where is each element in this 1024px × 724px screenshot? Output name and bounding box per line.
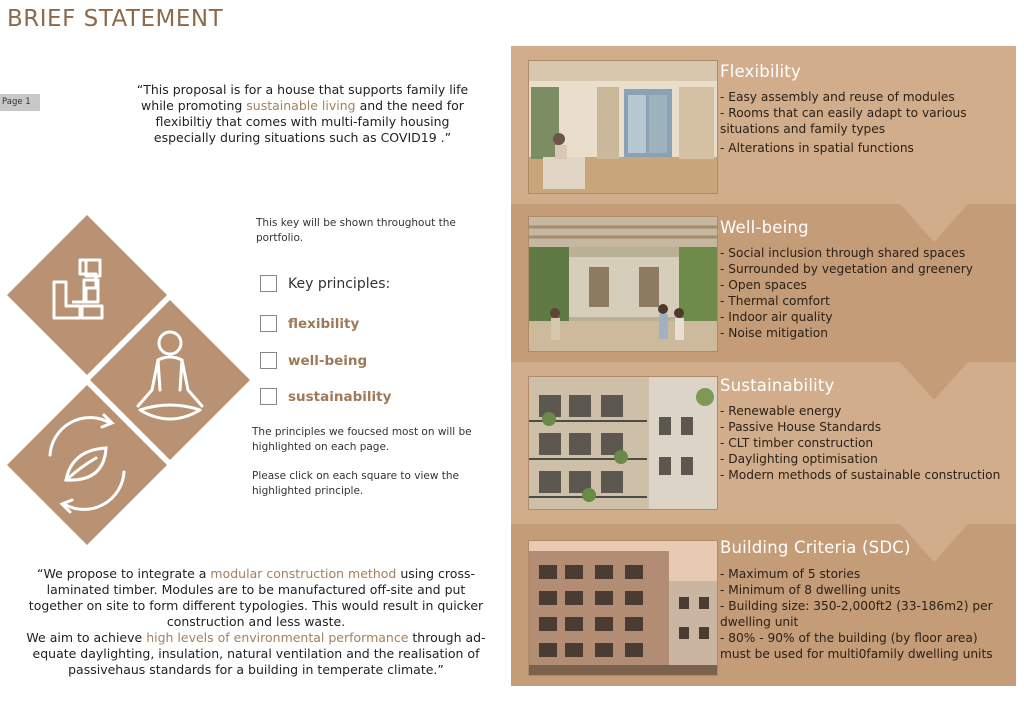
key-flexibility-label: flexibility [288, 315, 360, 332]
sustainability-list [720, 403, 1012, 483]
intro-quote [135, 82, 470, 146]
well-being-item: - Open spaces [720, 278, 807, 292]
well-being-item: - Indoor air quality [720, 310, 833, 324]
key-instruction-text: Please click on each square to view the highlighted principle. [252, 470, 460, 497]
sustainability-image [528, 376, 718, 510]
flexibility-item: - Easy assembly and reuse of modules [720, 90, 955, 104]
building-criteria-item: - Building size: 350-2,000ft2 (33-186m2) per dwelling unit [720, 599, 993, 629]
sustainability-item: - Renewable energy [720, 404, 842, 418]
intro-quote-highlight: sustainable living [246, 98, 356, 113]
method-quote [20, 566, 492, 678]
sustainability-item: - Passive House Standards [720, 420, 882, 434]
key-note-text: The principles we foucsed most on will be highlighted on each page. [252, 426, 472, 453]
flexibility-list [720, 89, 1012, 156]
method-quote-text-3: We aim to achieve [26, 630, 147, 645]
well-being-item: - Thermal comfort [720, 294, 830, 308]
building-criteria-item: - Minimum of 8 dwelling units [720, 583, 901, 597]
sustainability-item: - Modern methods of sustainable construction [720, 468, 1001, 482]
method-quote-highlight-2: high levels of environmental performance [146, 630, 409, 645]
intro-quote-text-2: and the need for flexibiltiy that comes with multi-family housing especially during situations such as COVID19 .” [153, 98, 464, 145]
key-sustainability-label: sustainability [288, 388, 392, 405]
key-sustainability-row[interactable] [260, 388, 391, 405]
flexibility-checkbox[interactable] [260, 315, 277, 332]
flexibility-title: Flexibility [720, 62, 801, 81]
principle-diamonds [0, 210, 260, 550]
well-being-item: - Social inclusion through shared spaces [720, 246, 966, 260]
flexibility-item: - Alterations in spatial functions [720, 141, 914, 155]
building-criteria-image [528, 540, 718, 676]
method-quote-text-1: “We propose to integrate a [37, 566, 211, 581]
page-number-tag[interactable]: Page 1 [0, 94, 40, 111]
well-being-item: - Surrounded by vegetation and greenery [720, 262, 973, 276]
band-notch-arrow [900, 362, 968, 402]
method-quote-text-4: through ad- equate daylighting, insulation, natural ventilation and the realisation of passivehaus standards for a building in temperate climate.” [32, 630, 486, 677]
sustainability-checkbox[interactable] [260, 388, 277, 405]
key-well-being-row[interactable] [260, 352, 367, 369]
building-criteria-title: Building Criteria (SDC) [720, 538, 911, 557]
key-heading-checkbox[interactable] [260, 275, 277, 292]
sustainability-item: - Daylighting optimisation [720, 452, 878, 466]
flexibility-image [528, 60, 718, 194]
sustainability-title: Sustainability [720, 376, 835, 395]
method-quote-text-2: using cross-laminated timber. Modules are to be manufactured off-site and put together on site to form different typologies. This would result in quicker construction and less waste. [28, 566, 484, 629]
key-intro-text: This key will be shown throughout the portfolio. [256, 217, 456, 244]
building-criteria-item: - 80% - 90% of the building (by floor area) must be used for multi0family dwelling units [720, 631, 993, 661]
intro-quote-text-1: “This proposal is for a house that supports family life while promoting [136, 82, 469, 113]
well-being-checkbox[interactable] [260, 352, 277, 369]
flexibility-item: - Rooms that can easily adapt to various situations and family types [720, 106, 967, 136]
building-criteria-list [720, 566, 1012, 662]
key-heading: Key principles: [288, 275, 391, 292]
well-being-item: - Noise mitigation [720, 326, 828, 340]
band-notch-arrow [900, 204, 968, 244]
band-notch-arrow [900, 524, 968, 564]
key-flexibility-row[interactable] [260, 315, 359, 332]
building-criteria-item: - Maximum of 5 stories [720, 567, 861, 581]
method-quote-highlight-1: modular construction method [210, 566, 397, 581]
well-being-image [528, 216, 718, 352]
well-being-list [720, 245, 1012, 341]
flexibility-section [511, 46, 1016, 204]
sustainability-item: - CLT timber construction [720, 436, 874, 450]
well-being-title: Well-being [720, 218, 809, 237]
key-well-being-label: well-being [288, 352, 368, 369]
key-heading-row[interactable] [260, 275, 390, 292]
page-title: BRIEF STATEMENT [7, 6, 224, 32]
